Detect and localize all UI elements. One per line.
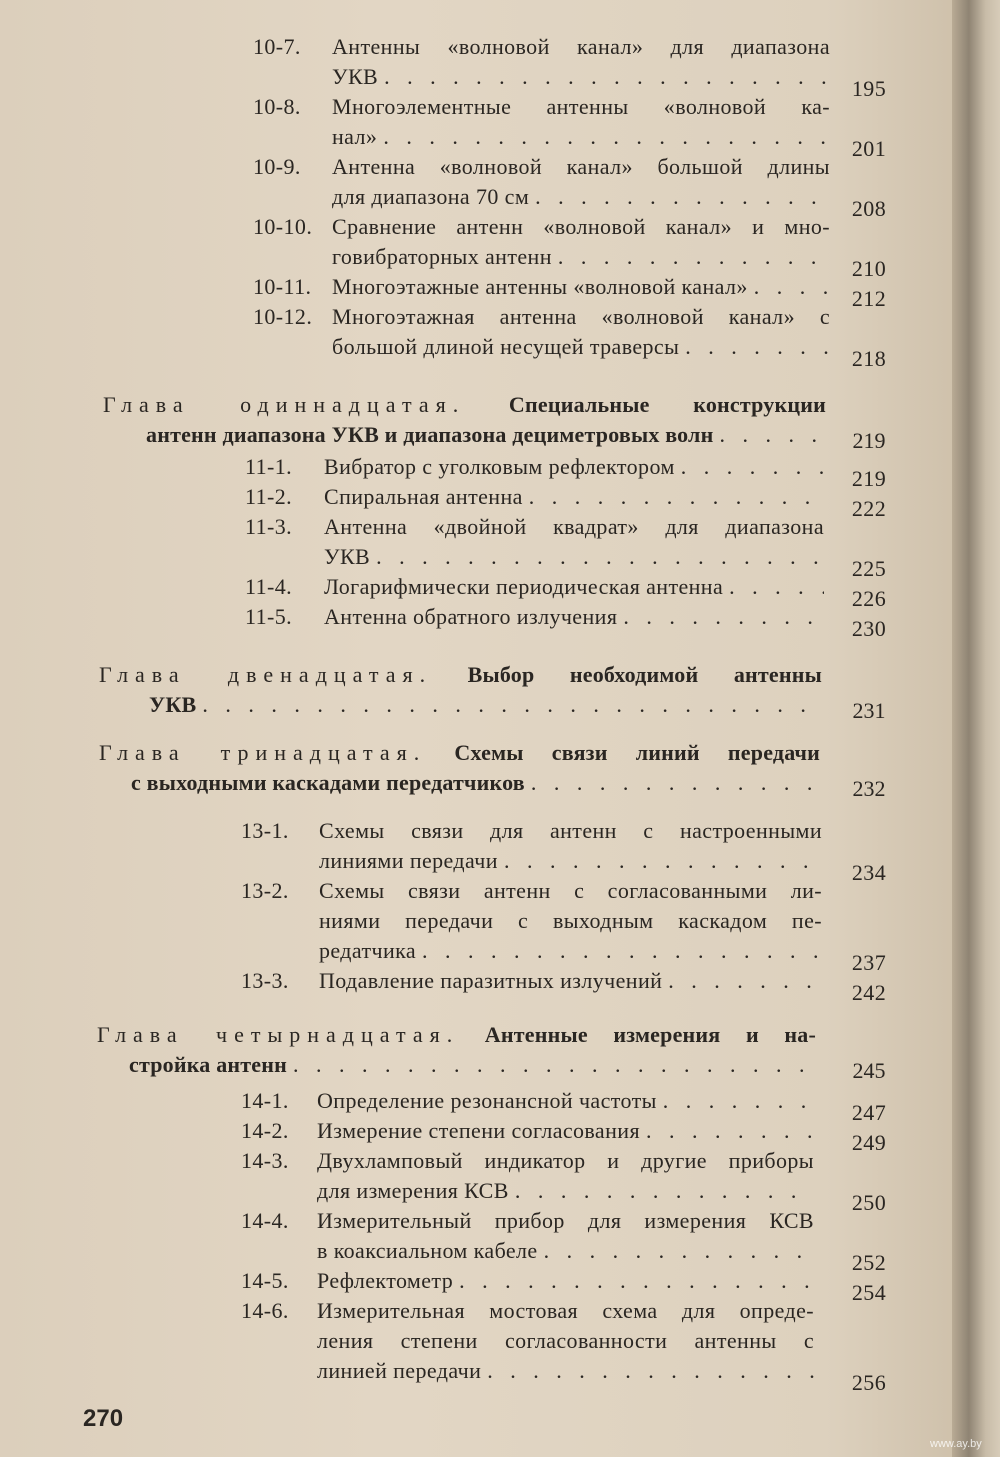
chapter-title-line [146, 420, 826, 450]
section-number: 11-3. [245, 514, 293, 539]
section-title [317, 1146, 814, 1206]
leader-dots [663, 1086, 814, 1116]
leader-dots [646, 1116, 814, 1146]
section-title-line [317, 1236, 814, 1266]
section-number: 10-9. [253, 154, 301, 179]
section-number: 14-5. [241, 1268, 289, 1293]
title-text: в коаксиальном кабеле [317, 1238, 538, 1263]
title-text: Многоэтажные антенны «волновой канал» [332, 274, 748, 299]
section-title [319, 966, 822, 996]
leader-dots [558, 242, 830, 272]
section-title-line [332, 242, 830, 272]
leader-dots [729, 572, 824, 602]
page-ref: 222 [851, 496, 887, 521]
leader-dots [383, 122, 830, 152]
section-title [324, 452, 824, 482]
page-ref: 218 [851, 346, 887, 371]
section-title [332, 32, 830, 92]
title-text: Рефлектометр [317, 1268, 454, 1293]
section-number: 11-1. [245, 454, 293, 479]
section-title-line [317, 1176, 814, 1206]
section-title-line [324, 602, 824, 632]
section-title-line [319, 936, 822, 966]
section-title-line [317, 1266, 814, 1296]
chapter-title-cont: с выходными каскадами передатчиков [131, 770, 525, 795]
leader-dots [384, 62, 830, 92]
leader-dots [668, 966, 822, 996]
section-title-line [324, 482, 824, 512]
book-spine-fold [952, 0, 1000, 1457]
leader-dots [459, 1266, 814, 1296]
section-number: 14-2. [241, 1118, 289, 1143]
page-ref: 208 [851, 196, 887, 221]
page-ref: 219 [851, 466, 887, 491]
section-title-line [319, 846, 822, 876]
page-ref: 242 [851, 980, 887, 1005]
section-number: 11-4. [245, 574, 293, 599]
chapter-title-cont: антенн диапазона УКВ и диапазона дециметровых волн [146, 422, 714, 447]
page-ref: 237 [851, 950, 887, 975]
section-title [332, 272, 830, 302]
section-title [324, 512, 824, 572]
title-text: Подавление паразитных излучений [319, 968, 663, 993]
section-title-line [332, 122, 830, 152]
page-ref: 256 [851, 1370, 887, 1395]
chapter-label: Глава двенадцатая. [99, 662, 433, 687]
leader-dots [529, 482, 824, 512]
leader-dots [531, 768, 820, 798]
section-title-line [319, 966, 822, 996]
section-number: 14-1. [241, 1088, 289, 1113]
title-text: Антенна обратного излучения [324, 604, 618, 629]
section-title-line [324, 452, 824, 482]
section-title [332, 212, 830, 272]
section-title [319, 876, 822, 966]
page-ref: 234 [851, 860, 887, 885]
page-ref: 226 [851, 586, 887, 611]
section-title-line: Многоэтажная антенна «волновой канал» с [332, 304, 830, 329]
chapter-title-line [131, 768, 820, 798]
chapter-heading-line [99, 738, 820, 768]
section-title [332, 302, 830, 362]
leader-dots [535, 182, 830, 212]
page-ref: 225 [851, 556, 887, 581]
leader-dots [623, 602, 824, 632]
chapter-title-cont: стройка антенн [129, 1052, 287, 1077]
page-ref: 212 [851, 286, 887, 311]
chapter-heading-line [103, 390, 826, 420]
watermark: www.ay.by [930, 1438, 982, 1450]
section-title-line [324, 542, 824, 572]
title-text: Измерение степени согласования [317, 1118, 640, 1143]
chapter-title: Специальные конструкции [465, 392, 826, 417]
chapter-label: Глава четырнадцатая. [97, 1022, 460, 1047]
page-ref: 195 [851, 76, 887, 101]
section-title [317, 1086, 814, 1116]
chapter-heading-line [97, 1020, 816, 1050]
section-title-line: ления степени согласованности антенны с [317, 1328, 814, 1353]
section-number: 10-7. [253, 34, 301, 59]
section-number: 11-5. [245, 604, 293, 629]
section-title-line [332, 182, 830, 212]
section-title-line: Сравнение антенн «волновой канал» и мно- [332, 214, 830, 239]
section-title-line: ниями передачи с выходным каскадом пе- [319, 908, 822, 933]
title-text: для измерения КСВ [317, 1178, 509, 1203]
leader-dots [293, 1050, 816, 1080]
chapter-title: Выбор необходимой антенны [432, 662, 822, 687]
section-title-line [332, 332, 830, 362]
page-ref: 230 [851, 616, 887, 641]
title-text: Логарифмически периодическая антенна [324, 574, 724, 599]
section-title [332, 152, 830, 212]
title-text: редатчика [319, 938, 417, 963]
page-ref: 252 [851, 1250, 887, 1275]
leader-dots [754, 272, 830, 302]
page-ref: 201 [851, 136, 887, 161]
page-number: 270 [83, 1405, 124, 1432]
leader-dots [515, 1176, 814, 1206]
leader-dots [376, 542, 824, 572]
section-number: 13-1. [241, 818, 289, 843]
section-title-line: Схемы связи антенн с согласованными ли- [319, 878, 822, 903]
section-title [317, 1206, 814, 1266]
section-title [317, 1266, 814, 1296]
title-text: УКВ [332, 64, 379, 89]
section-number: 13-2. [241, 878, 289, 903]
chapter-title: Антенные измерения и на- [459, 1022, 816, 1047]
page-ref: 219 [852, 428, 886, 453]
section-title-line [317, 1116, 814, 1146]
leader-dots [487, 1356, 814, 1386]
page-ref: 254 [851, 1280, 887, 1305]
section-title-line: Схемы связи для антенн с настроенными [319, 818, 822, 843]
section-number: 10-8. [253, 94, 301, 119]
title-text: для диапазона 70 см [332, 184, 530, 209]
section-number: 14-3. [241, 1148, 289, 1173]
leader-dots [504, 846, 822, 876]
title-text: линиями передачи [319, 848, 498, 873]
leader-dots [422, 936, 822, 966]
section-title-line: Антенна «волновой канал» большой длины [332, 154, 830, 179]
section-title-line [317, 1356, 814, 1386]
page-ref: 245 [852, 1058, 886, 1083]
page-ref: 210 [851, 256, 887, 281]
section-title [324, 602, 824, 632]
section-title-line: Антенна «двойной квадрат» для диапазона [324, 514, 824, 539]
chapter-label: Глава тринадцатая. [99, 740, 427, 765]
section-title-line: Измерительная мостовая схема для опреде- [317, 1298, 814, 1323]
section-number: 10-10. [253, 214, 313, 239]
section-title-line: Измерительный прибор для измерения КСВ [317, 1208, 814, 1233]
section-title-line [317, 1086, 814, 1116]
section-title-line [332, 62, 830, 92]
section-title-line [332, 272, 830, 302]
title-text: Спиральная антенна [324, 484, 523, 509]
section-title [332, 92, 830, 152]
leader-dots [544, 1236, 814, 1266]
chapter-title-cont: УКВ [149, 692, 197, 717]
page-ref: 231 [852, 698, 886, 723]
page-ref: 250 [851, 1190, 887, 1215]
section-number: 14-6. [241, 1298, 289, 1323]
section-title [319, 816, 822, 876]
title-text: Вибратор с уголковым рефлектором [324, 454, 675, 479]
chapter-title-line [129, 1050, 816, 1080]
title-text: большой длиной несущей траверсы [332, 334, 680, 359]
section-title [317, 1296, 814, 1386]
chapter-title: Схемы связи линий передачи [426, 740, 820, 765]
page-ref: 232 [852, 776, 886, 801]
section-title-line [324, 572, 824, 602]
title-text: Определение резонансной частоты [317, 1088, 657, 1113]
section-title [324, 482, 824, 512]
leader-dots [719, 420, 826, 450]
section-number: 13-3. [241, 968, 289, 993]
section-title [317, 1116, 814, 1146]
leader-dots [202, 690, 822, 720]
title-text: УКВ [324, 544, 371, 569]
section-number: 14-4. [241, 1208, 289, 1233]
chapter-heading-line [99, 660, 822, 690]
title-text: говибраторных антенн [332, 244, 552, 269]
title-text: линией передачи [317, 1358, 482, 1383]
chapter-title-line [149, 690, 822, 720]
section-title [324, 572, 824, 602]
chapter-label: Глава одиннадцатая. [103, 392, 466, 417]
section-number: 10-11. [253, 274, 312, 299]
leader-dots [681, 452, 824, 482]
title-text: нал» [332, 124, 378, 149]
section-title-line: Многоэлементные антенны «волновой ка- [332, 94, 830, 119]
leader-dots [685, 332, 830, 362]
page-ref: 247 [851, 1100, 887, 1125]
page-ref: 249 [851, 1130, 887, 1155]
section-number: 10-12. [253, 304, 313, 329]
section-title-line: Двухламповый индикатор и другие приборы [317, 1148, 814, 1173]
section-number: 11-2. [245, 484, 293, 509]
section-title-line: Антенны «волновой канал» для диапазона [332, 34, 830, 59]
